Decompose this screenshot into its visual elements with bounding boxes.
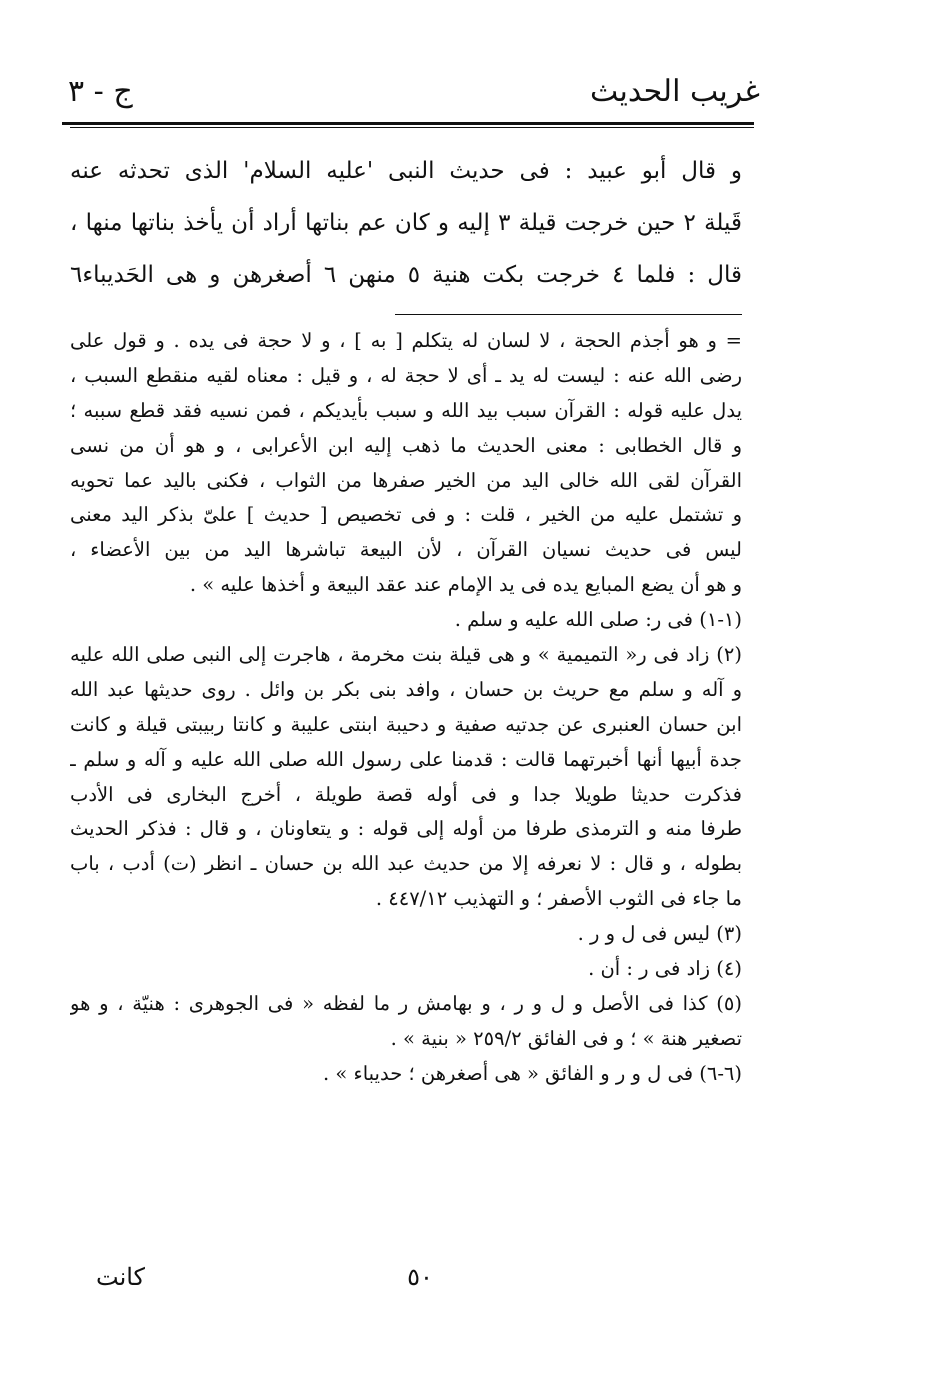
footnote-line: ما جاء فى الثوب الأصفر ؛ و التهذيب ٤٤٧/١٢ . bbox=[375, 887, 742, 911]
main-text-line: قَيلة ٢ حين خرجت قيلة ٣ إليه و كان عم بناتها أراد أن يأخذ بناتها منها ، bbox=[70, 210, 742, 236]
volume-label: ج - ٣ bbox=[68, 74, 133, 109]
footnote-line: = و هو أجذم الحجة ، لا لسان له يتكلم [ به ] ، و لا حجة فى يده . و قول على bbox=[70, 329, 742, 352]
footnote-line: تصغير هنة » ؛ و فى الفائق ٢٥٩/٢ « بنية » . bbox=[390, 1026, 742, 1050]
footnote-line: (٥) كذا فى الأصل و ل و ر ، و بهامش ر ما لفظه « فى الجوهرى : هنيّة ، و هو bbox=[70, 991, 742, 1015]
footnote-line: (٤) زاد فى ر : أن . bbox=[588, 957, 742, 981]
footnote-line: جدة أبيها أنها أخبرتهما قالت : قدمنا على رسول الله صلى الله عليه و آله و سلم ـ bbox=[70, 747, 742, 771]
main-text-line: و قال أبو عبيد : فى حديث النبى ‌‌'عليه السلام' الذى تحدثه عنه bbox=[70, 158, 742, 184]
footnote-line: (٦-٦) فى ل و ر و الفائق « هى أصغرهن ؛ حديباء » . bbox=[323, 1061, 742, 1085]
header-rule bbox=[62, 122, 754, 125]
footnote-line: و هو أن يضع المبايع يده فى يد الإمام عند عقد البيعة و أخذها عليه » . bbox=[189, 573, 742, 597]
footnote-line: (٣) ليس فى ل و ر . bbox=[577, 922, 742, 946]
catchword: كانت bbox=[96, 1263, 145, 1291]
footnote-line: القرآن لقى الله خالى اليد من الخير صفرها من الثواب ، فكنى باليد عما تحويه bbox=[70, 468, 742, 492]
footnote-line: رضى الله عنه : ليست له يد ـ أى لا حجة له ، و قيل : معناه لقيه منقطع السبب ، bbox=[70, 363, 742, 387]
header-rule-thin bbox=[70, 127, 754, 128]
footnote-line: يدل عليه قوله : القرآن سبب بيد الله و سبب بأيديكم ، فمن نسيه فقد قطع سببه ؛ bbox=[70, 398, 742, 422]
running-title: غريب الحديث bbox=[590, 74, 760, 109]
footnote-separator bbox=[395, 314, 742, 315]
footnote-line: (٢) زاد فى ر« التميمية » و هى قيلة بنت مخرمة ، هاجرت إلى النبى صلى الله عليه bbox=[70, 643, 742, 667]
footnotes bbox=[70, 324, 742, 1092]
footnote-line: و قال الخطابى : معنى الحديث ما ذهب إليه ابن الأعرابى ، و هو أن من نسى bbox=[70, 433, 742, 457]
main-text bbox=[70, 145, 742, 301]
footnote-line: ليس فى حديث نسيان القرآن ، لأن البيعة تباشرها اليد من بين الأعضاء ، bbox=[70, 538, 742, 562]
footnote-line: (١-١) فى ر: صلى الله عليه و سلم . bbox=[454, 608, 742, 632]
page-number: ٥٠ bbox=[407, 1263, 433, 1291]
footnote-line: طرفا منه و الترمذى طرفا من أوله إلى قوله : و يتعاونان ، و قال : فذكر الحديث bbox=[70, 817, 742, 841]
main-text-line: قال : فلما ٤ خرجت بكت هنية ٥ منهن ‌‌٦ أصغرهن و هى الحَديباء٦ bbox=[70, 262, 742, 288]
footnote-line: و تشتمل عليه من الخير ، قلت : و فى تخصيص [ حديث ] علىّ بذكر اليد معنى bbox=[70, 503, 742, 527]
footnote-line: ابن حسان العنبرى عن جدتيه صفية و دحيبة ابنتى عليبة و كانتا ربيبتى قيلة و كانت bbox=[70, 712, 742, 736]
footnote-line: فذكرت حديثا طويلا جدا و فى أوله قصة طويلة ، أخرج البخارى فى الأدب bbox=[70, 782, 742, 806]
footnote-line: بطوله ، و قال : لا نعرفه إلا من حديث عبد الله بن حسان ـ انظر (ت) أدب ، باب bbox=[70, 852, 742, 876]
footnote-line: و آله و سلم مع حريث بن حسان ، وافد بنى بكر بن وائل . روى حديثها عبد الله bbox=[70, 677, 742, 701]
